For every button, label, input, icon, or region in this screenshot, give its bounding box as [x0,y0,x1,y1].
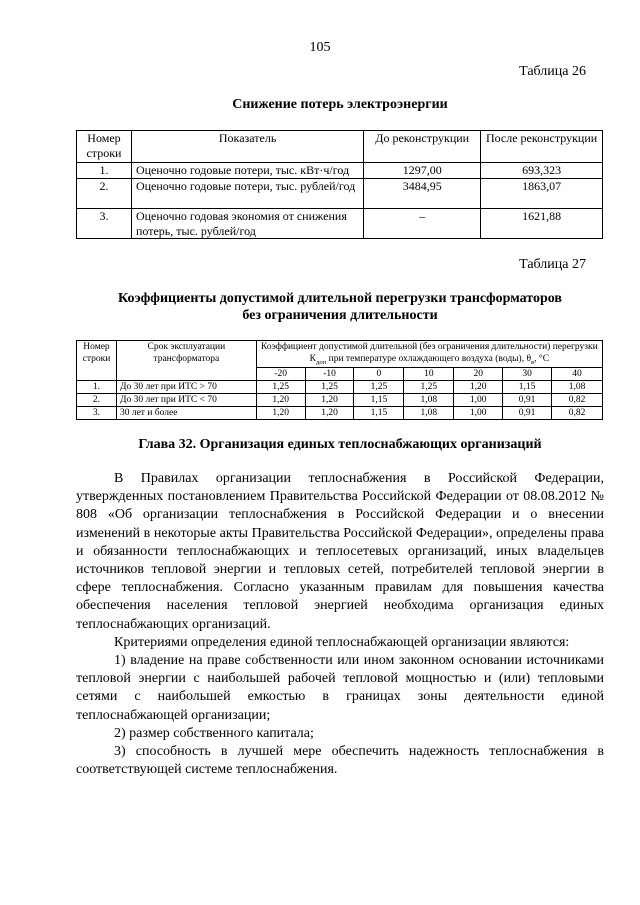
table-row [77,163,603,179]
value-cell: 1,15 [354,394,404,407]
value-cell: 1,15 [354,407,404,420]
header-cell: Показатель [131,131,363,163]
page-number: 105 [309,40,331,55]
temperature-cell: -20 [256,368,305,381]
indicator-cell: Оценочно годовые потери, тыс. рублей/год [131,179,363,209]
paragraph: В Правилах организации теплоснабжения в Российской Федерации, утвержденных постановлением Правительства Российской Федерации от 08.08.2012 № 808 «Об организации теплоснабжения в Российской Федерации и о внесении изменений в некоторые акты Правительства Российской Федерации», определены права и обязанности теплоснабжающих и теплосетевых организаций, иных владельцев источников тепловой энергии и тепловых сетей, потребителей тепловой энергии в сфере теплоснабжения. Согласно указанным правилам для повышения качества обеспечения населения тепловой энергией необходима организация единых теплоснабжающих организаций. [76,471,604,632]
value-cell: 1,20 [305,407,354,420]
value-cell: 0,82 [552,394,603,407]
value-cell: 0,82 [552,407,603,420]
header-cell-coefficient [256,341,602,368]
value-cell: 1,25 [256,381,305,394]
overload-coefficients-table [76,340,603,420]
table-header-row [77,131,603,163]
value-cell: 1,25 [404,381,454,394]
table27-label: Таблица 27 [519,257,586,272]
coef-header-text: , °С [534,354,550,364]
table-row [77,407,603,420]
table-row [77,179,603,209]
table-row [77,209,603,239]
value-cell: 1,08 [404,407,454,420]
value-cell: 0,91 [503,394,552,407]
losses-table [76,130,603,239]
value-cell: 1,20 [256,407,305,420]
coef-header-text: Коэффициент допустимой длительной (без ограничения длительности) перегрузки К [260,342,598,364]
term-cell: 30 лет и более [116,407,256,420]
table26-label: Таблица 26 [519,64,586,79]
indicator-cell: Оценочно годовые потери, тыс. кВт·ч/год [131,163,363,179]
value-cell: – [364,209,481,239]
term-cell: До 30 лет при ИТС < 70 [116,394,256,407]
row-number: 2. [77,394,117,407]
value-cell: 1863,07 [481,179,603,209]
value-cell: 1,20 [454,381,503,394]
temperature-cell: 0 [354,368,404,381]
paragraph: 1) владение на праве собственности или ином законном основании источниками тепловой энергии с наибольшей рабочей тепловой мощностью и (или) тепловыми сетями с наибольшей емкостью в границах зоны деятельности единой теплоснабжающей организации; [76,653,604,723]
value-cell: 1,08 [552,381,603,394]
value-cell: 1,15 [503,381,552,394]
value-cell: 1,00 [454,407,503,420]
temperature-cell: 20 [454,368,503,381]
indicator-cell: Оценочно годовая экономия от снижения потерь, тыс. рублей/год [131,209,363,239]
row-number: 2. [77,179,132,209]
temperature-cell: 40 [552,368,603,381]
paragraph: 3) способность в лучшей мере обеспечить надежность теплоснабжения в соответствующей системе теплоснабжения. [76,744,604,778]
temperature-cell: 30 [503,368,552,381]
value-cell: 1,20 [256,394,305,407]
header-cell: Номер строки [77,341,117,381]
value-cell: 1621,88 [481,209,603,239]
temperature-cell: 10 [404,368,454,381]
value-cell: 1297,00 [364,163,481,179]
row-number: 1. [77,163,132,179]
value-cell: 1,00 [454,394,503,407]
body-text [76,470,604,779]
paragraph: 2) размер собственного капитала; [114,725,314,741]
temperature-cell: -10 [305,368,354,381]
value-cell: 1,20 [305,394,354,407]
chapter-title: Глава 32. Организация единых теплоснабжающих организаций [138,437,542,452]
table-row [77,381,603,394]
row-number: 3. [77,407,117,420]
value-cell: 1,25 [354,381,404,394]
header-cell: Срок эксплуатации трансформатора [116,341,256,381]
table27-title-line2: без ограничения длительности [242,308,438,323]
value-cell: 693,323 [481,163,603,179]
header-cell: После реконструкции [481,131,603,163]
term-cell: До 30 лет при ИТС > 70 [116,381,256,394]
coef-header-sub: доп [316,358,327,366]
table27-title-line1: Коэффициенты допустимой длительной перегрузки трансформаторов [118,291,562,306]
row-number: 1. [77,381,117,394]
value-cell: 1,08 [404,394,454,407]
row-number: 3. [77,209,132,239]
table26-title: Снижение потерь электроэнергии [232,97,448,112]
coef-header-text: при температуре охлаждающего воздуха (воды), θ [326,354,531,364]
value-cell: 3484,95 [364,179,481,209]
paragraph: Критериями определения единой теплоснабжающей организации являются: [114,634,570,650]
value-cell: 1,25 [305,381,354,394]
table27-title [76,290,604,324]
table-header-row [77,341,603,368]
header-cell: Номер строки [77,131,132,163]
table-row [77,394,603,407]
value-cell: 0,91 [503,407,552,420]
header-cell: До реконструкции [364,131,481,163]
coef-header-sub: в [531,358,535,366]
